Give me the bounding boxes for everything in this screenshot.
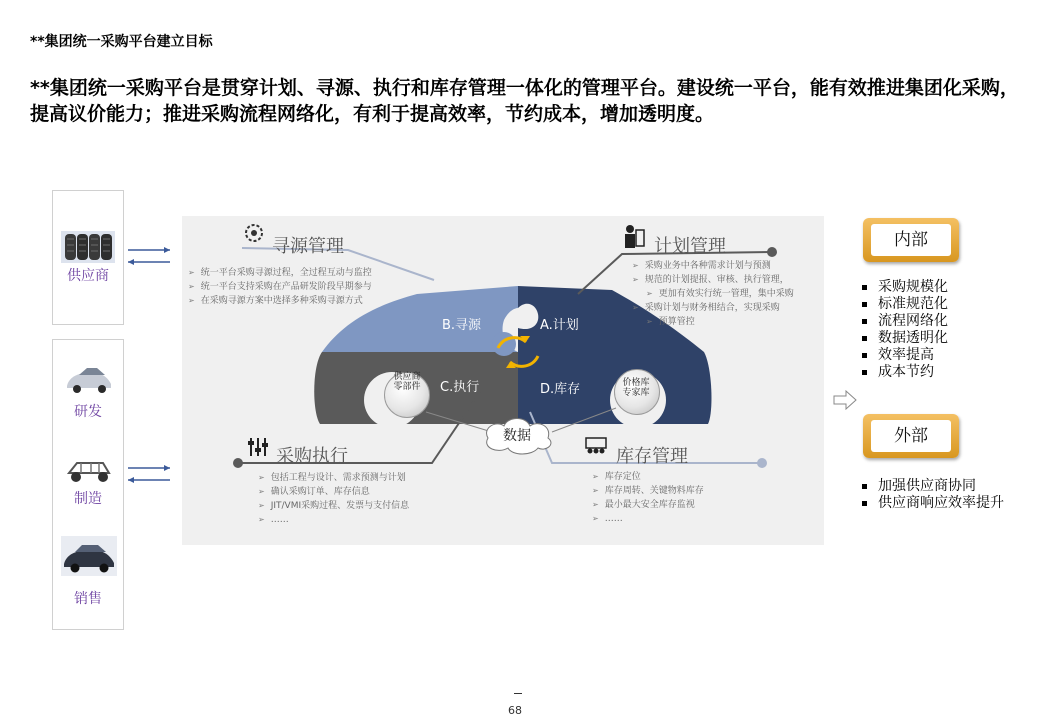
manufacturing-label: 制造 bbox=[74, 491, 102, 507]
planning-bullets bbox=[632, 259, 794, 329]
page-subtitle: **集团统一采购平台建立目标 bbox=[30, 34, 213, 50]
sales-label: 销售 bbox=[74, 591, 102, 607]
external-label: 外部 bbox=[871, 420, 951, 452]
list-item: ➢ 库存定位 bbox=[592, 470, 704, 484]
list-item: 流程网络化 bbox=[862, 313, 948, 330]
departments-box bbox=[52, 339, 124, 630]
puzzle-b-label: B.寻源 bbox=[442, 318, 482, 333]
list-item: ➢ 确认采购订单、库存信息 bbox=[258, 485, 409, 499]
supplier-parts-label: 供应商零部件 bbox=[393, 372, 421, 392]
planning-icon bbox=[622, 224, 646, 250]
list-item: ➢ 采购业务中各种需求计划与预测 bbox=[632, 259, 794, 273]
puzzle-c-label: C.执行 bbox=[440, 380, 480, 395]
list-item: ➢ 统一平台支持采购在产品研发阶段早期参与 bbox=[188, 280, 372, 294]
internal-label: 内部 bbox=[871, 224, 951, 256]
inventory-bullets bbox=[592, 470, 704, 526]
departments-exchange-arrows bbox=[124, 462, 174, 486]
internal-badge bbox=[863, 218, 959, 262]
list-item: ➢ 采购计划与财务相结合，实现采购 bbox=[632, 301, 794, 315]
internal-benefits-list bbox=[862, 279, 948, 381]
list-item: ➢ …… bbox=[258, 513, 409, 527]
list-item: ➢ 规范的计划提报、审核、执行管理， bbox=[632, 273, 794, 287]
inventory-title: 库存管理 bbox=[616, 446, 688, 467]
list-item: 标准规范化 bbox=[862, 296, 948, 313]
list-item: 效率提高 bbox=[862, 347, 948, 364]
manufacturing-chassis-icon bbox=[63, 453, 115, 485]
rd-label: 研发 bbox=[74, 404, 102, 420]
list-item: ➢ 在采购寻源方案中选择多种采购寻源方式 bbox=[188, 294, 372, 308]
supplier-exchange-arrows bbox=[124, 244, 174, 268]
sales-car-icon bbox=[61, 536, 117, 576]
list-item: ➢ 最小最大安全库存监视 bbox=[592, 498, 704, 512]
tires-icon bbox=[61, 231, 115, 263]
list-item: 数据透明化 bbox=[862, 330, 948, 347]
price-expert-label: 价格库专家库 bbox=[622, 378, 650, 398]
sourcing-bullets bbox=[188, 266, 372, 308]
puzzle-a-label: A.计划 bbox=[540, 318, 579, 333]
execution-icon bbox=[246, 436, 270, 458]
external-badge bbox=[863, 414, 959, 458]
list-item: ➢ 统一平台采购寻源过程，全过程互动与监控 bbox=[188, 266, 372, 280]
execution-title: 采购执行 bbox=[276, 446, 348, 467]
execution-bullets bbox=[258, 471, 409, 527]
page-number: 68 bbox=[508, 704, 522, 717]
puzzle-d-label: D.库存 bbox=[540, 382, 581, 397]
sourcing-icon bbox=[242, 221, 266, 245]
page-number-rule bbox=[514, 693, 522, 694]
list-item: 采购规模化 bbox=[862, 279, 948, 296]
list-item: 成本节约 bbox=[862, 364, 948, 381]
supplier-box bbox=[52, 190, 124, 325]
list-item: ➢ JIT/VMI采购过程、发票与支付信息 bbox=[258, 499, 409, 513]
data-cloud-label: 数据 bbox=[503, 428, 531, 444]
sourcing-title: 寻源管理 bbox=[272, 236, 344, 257]
list-item: ➢ 预算管控 bbox=[632, 315, 794, 329]
rd-car-icon bbox=[63, 362, 115, 396]
list-item: ➢ 库存周转、关键物料库存 bbox=[592, 484, 704, 498]
list-item: ➢ …… bbox=[592, 512, 704, 526]
list-item: ➢ 包括工程与设计、需求预测与计划 bbox=[258, 471, 409, 485]
planning-title: 计划管理 bbox=[654, 236, 726, 257]
list-item: 加强供应商协同 bbox=[862, 478, 1012, 495]
supplier-label: 供应商 bbox=[67, 268, 109, 284]
inventory-icon bbox=[584, 436, 608, 456]
list-item: 供应商响应效率提升 bbox=[862, 495, 1012, 512]
external-benefits-list bbox=[862, 478, 1012, 512]
list-item: ➢ 更加有效实行统一管理，集中采购 bbox=[632, 287, 794, 301]
page-headline: **集团统一采购平台是贯穿计划、寻源、执行和库存管理一体化的管理平台。建设统一平台，能有效推进集团化采购，提高议价能力；推进采购流程网络化，有利于提高效率，节约成本，增加透明度。 bbox=[30, 77, 1019, 125]
outline-right-arrow bbox=[832, 390, 858, 410]
